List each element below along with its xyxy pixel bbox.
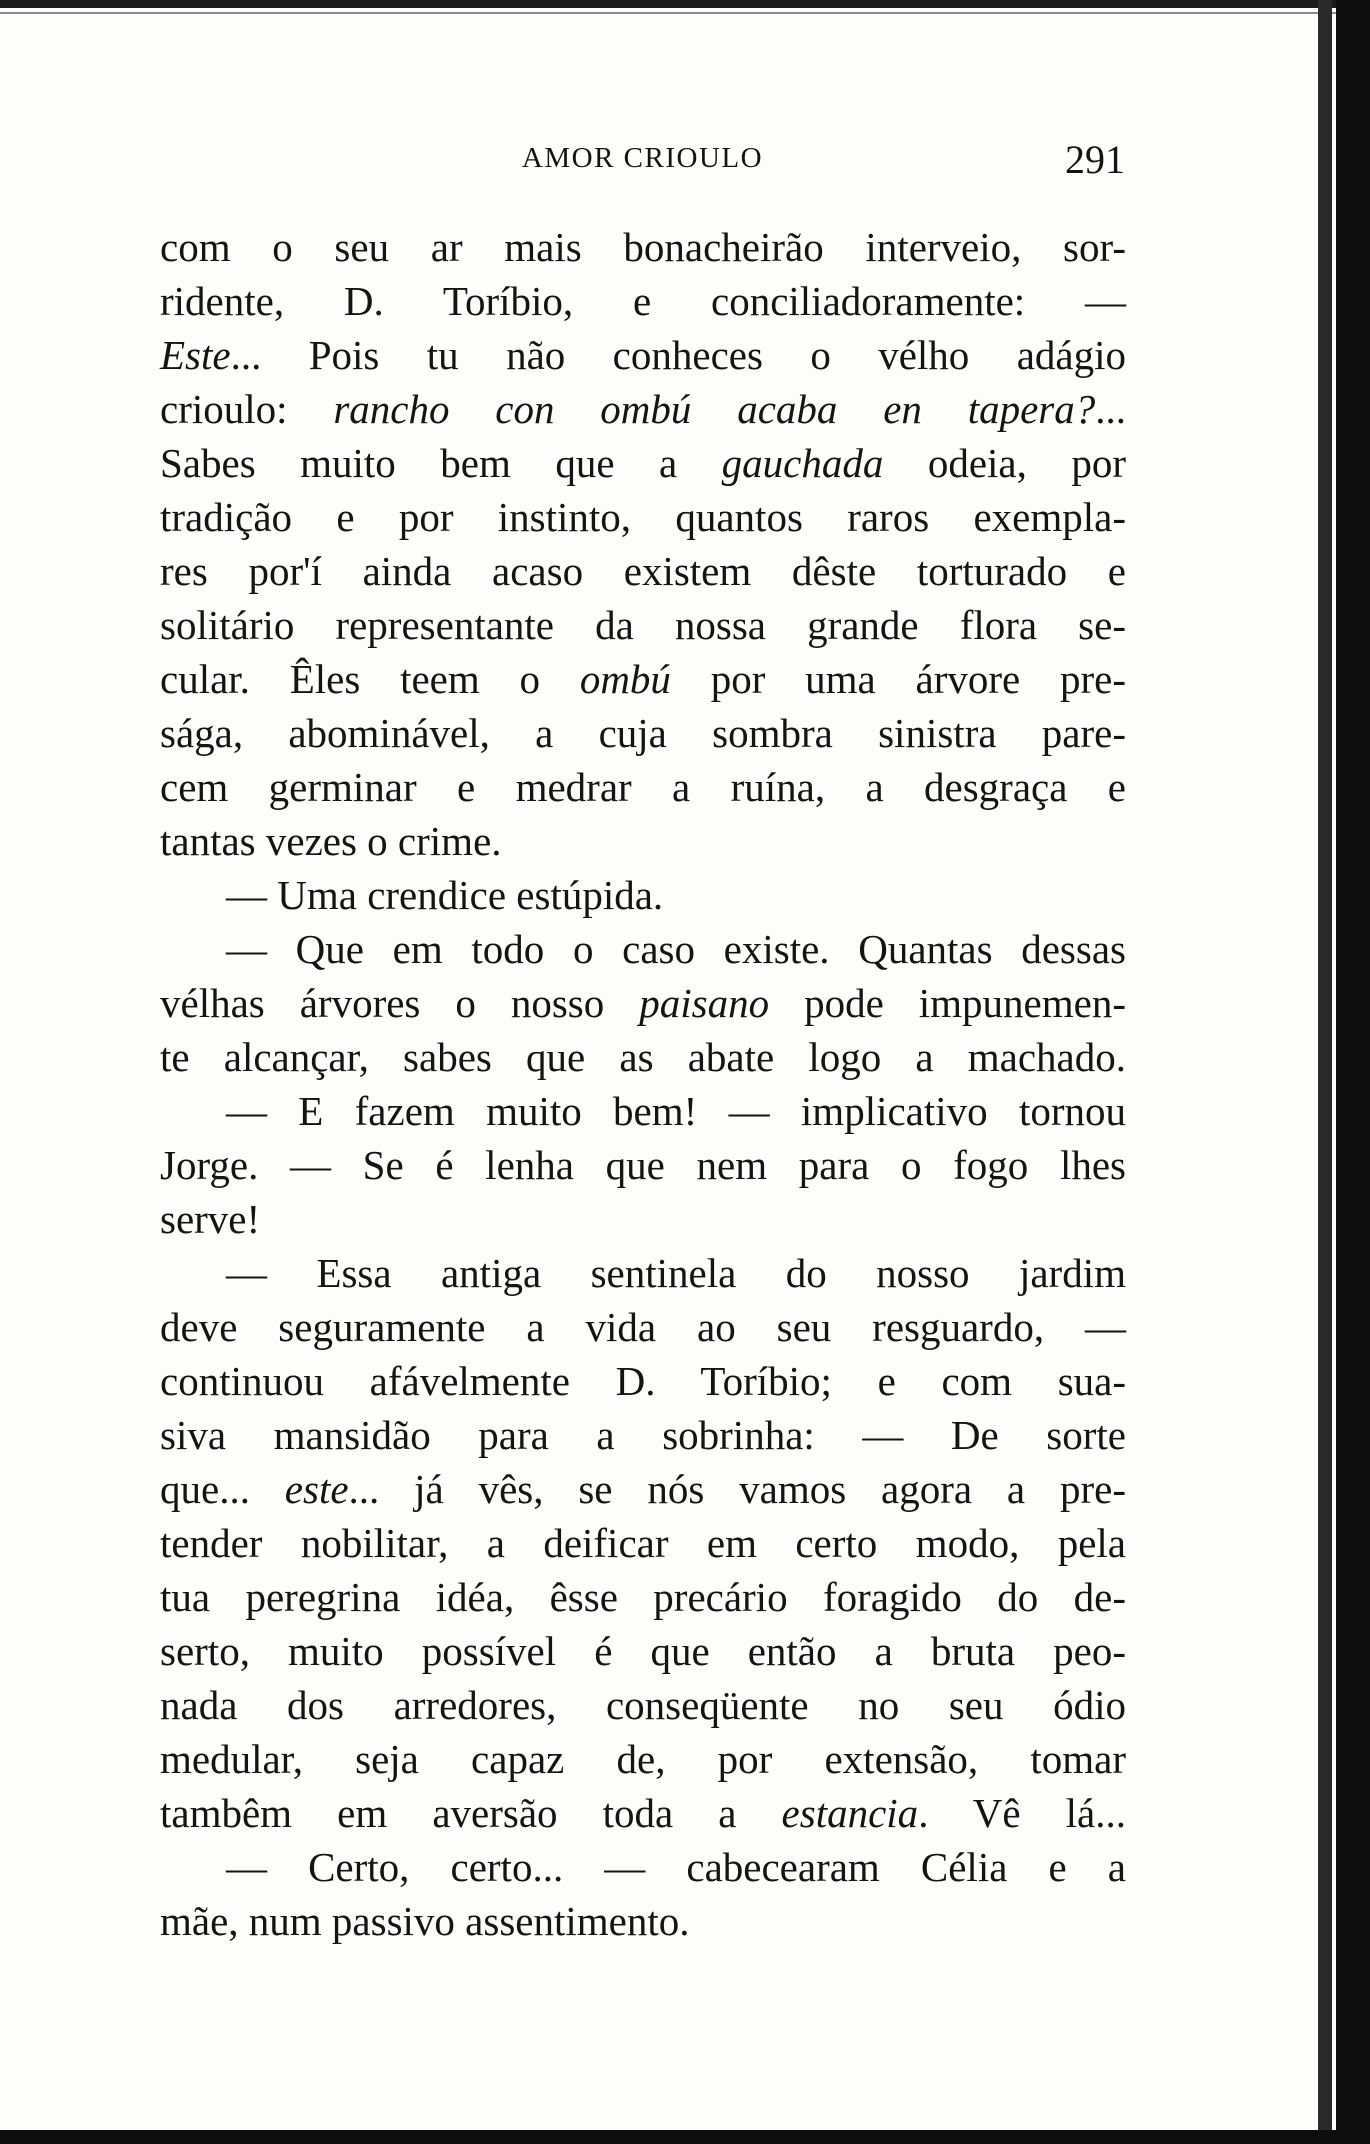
- text-line: deve seguramente a vida ao seu resguardo, —: [160, 1304, 1126, 1350]
- text-line: sága, abominável, a cuja sombra sinistra pare-: [160, 710, 1126, 756]
- text-line: Jorge. — Se é lenha que nem para o fogo lhes: [160, 1142, 1126, 1188]
- text-line: vélhas árvores o nosso paisano pode impunemen-: [160, 980, 1126, 1026]
- text-line: — E fazem muito bem! — implicativo tornou: [226, 1088, 1126, 1134]
- text-line: solitário representante da nossa grande flora se-: [160, 602, 1126, 648]
- text-line: siva mansidão para a sobrinha: — De sorte: [160, 1412, 1126, 1458]
- text-line: tantas vezes o crime.: [160, 818, 502, 864]
- page-number: 291: [1065, 137, 1125, 182]
- scan-edge-bottom: [0, 2130, 1370, 2144]
- scan-edge-right: [1336, 0, 1370, 2144]
- text-line: com o seu ar mais bonacheirão interveio, sor-: [160, 224, 1126, 270]
- scan-edge-top: [0, 0, 1336, 8]
- italic-term: paisano: [639, 980, 770, 1026]
- text-line: continuou afávelmente D. Toríbio; e com sua-: [160, 1358, 1126, 1404]
- text-line: Sabes muito bem que a gauchada odeia, por: [160, 440, 1126, 486]
- scan-edge-right-inner: [1318, 0, 1332, 2144]
- text-line: tradição e por instinto, quantos raros exempla-: [160, 494, 1126, 540]
- text-line: medular, seja capaz de, por extensão, tomar: [160, 1736, 1126, 1782]
- text-line: — Que em todo o caso existe. Quantas dessas: [226, 926, 1126, 972]
- text-line: — Essa antiga sentinela do nosso jardim: [226, 1250, 1126, 1296]
- text-line: nada dos arredores, conseqüente no seu ódio: [160, 1682, 1126, 1728]
- italic-term: ombú: [579, 656, 671, 702]
- text-line: res por'í ainda acaso existem dêste torturado e: [160, 548, 1126, 594]
- scan-edge-top-line: [0, 12, 1336, 14]
- text-line: tender nobilitar, a deificar em certo modo, pela: [160, 1520, 1126, 1566]
- italic-term: Este: [160, 332, 231, 378]
- text-line: mãe, num passivo assentimento.: [160, 1898, 690, 1944]
- italic-term: rancho con ombú acaba en tapera?: [333, 386, 1096, 432]
- text-line: te alcançar, sabes que as abate logo a machado.: [160, 1034, 1126, 1080]
- italic-term: gauchada: [721, 440, 884, 486]
- text-line: tambêm em aversão toda a estancia. Vê lá...: [160, 1790, 1126, 1836]
- text-line: — Certo, certo... — cabecearam Célia e a: [226, 1844, 1126, 1890]
- text-line: que... este... já vês, se nós vamos agora a pre-: [160, 1466, 1126, 1512]
- text-line: serve!: [160, 1196, 261, 1242]
- text-line: cem germinar e medrar a ruína, a desgraça e: [160, 764, 1126, 810]
- italic-term: este: [284, 1466, 349, 1512]
- text-line: Este... Pois tu não conheces o vélho adágio: [160, 332, 1126, 378]
- page-header: [160, 136, 1125, 188]
- text-line: ridente, D. Toríbio, e conciliadoramente: —: [160, 278, 1126, 324]
- body-text: [160, 220, 1126, 1948]
- text-line: serto, muito possível é que então a bruta peo-: [160, 1628, 1126, 1674]
- text-line: cular. Êles teem o ombú por uma árvore pre-: [160, 656, 1126, 702]
- text-line: tua peregrina idéa, êsse precário foragido do de-: [160, 1574, 1126, 1620]
- running-title: AMOR CRIOULO: [521, 142, 764, 174]
- text-line: crioulo: rancho con ombú acaba en tapera?...: [160, 386, 1126, 432]
- text-line: — Uma crendice estúpida.: [226, 872, 664, 918]
- italic-term: estancia: [781, 1790, 919, 1836]
